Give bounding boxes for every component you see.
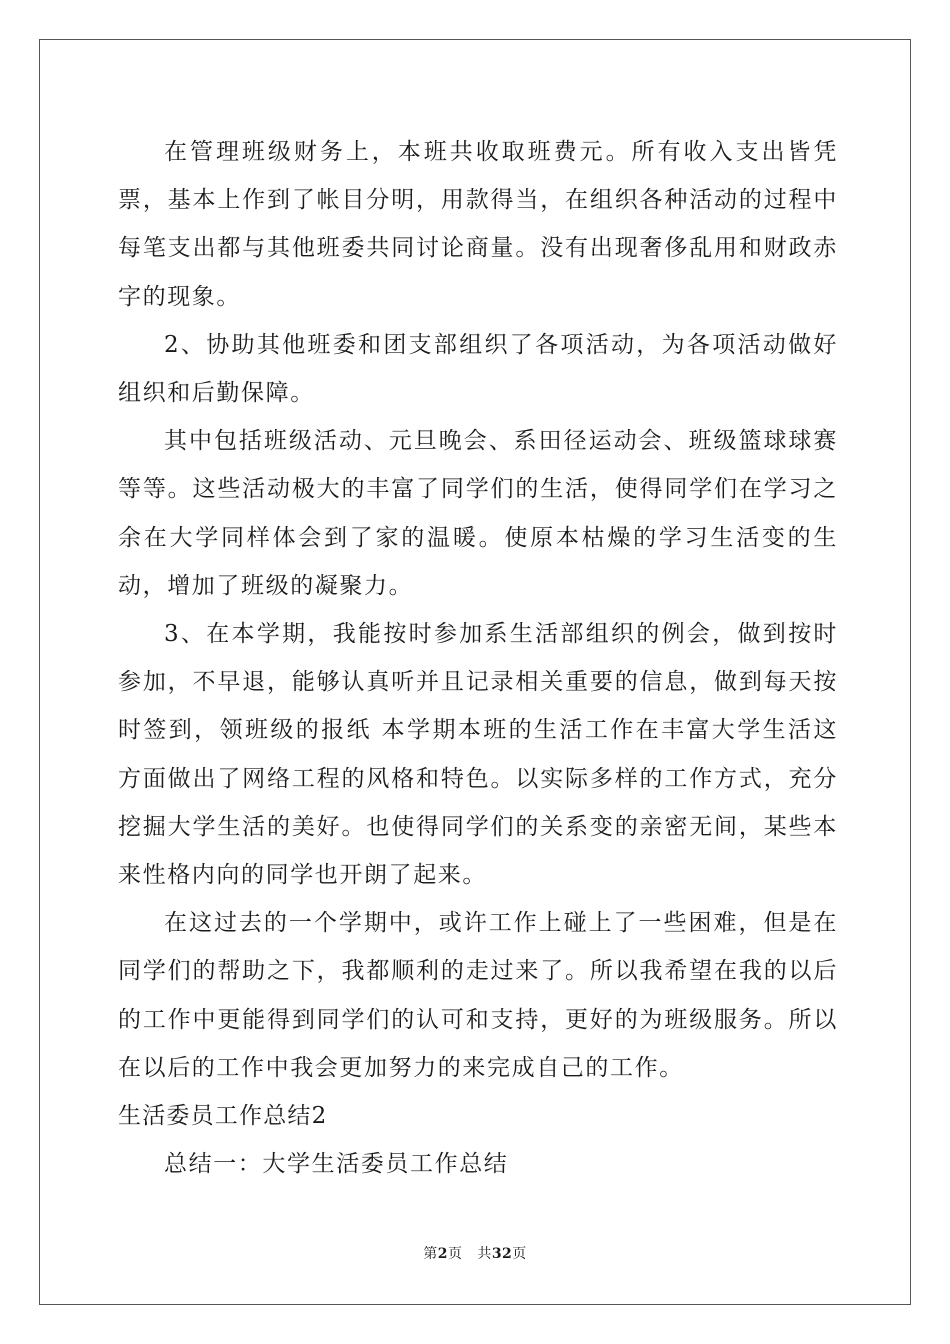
paragraph-activities: 其中包括班级活动、元旦晚会、系田径运动会、班级篮球球赛等等。这些活动极大的丰富了同学们的生活，使得同学们在学习之余在大学同样体会到了家的温暖。使原本枯燥的学习生活变的生动，增加了班级的凝聚力。 [118,428,838,599]
page-suffix: 页 [447,1246,463,1262]
total-prefix: 共 [477,1246,492,1262]
total-suffix: 页 [512,1246,527,1262]
section-heading: 生活委员工作总结2 [118,1103,328,1130]
paragraph-item-3: 3、在本学期，我能按时参加系生活部组织的例会，做到按时参加，不早退，能够认真听并且记录相关重要的信息，做到每天按时签到，领班级的报纸 本学期本班的生活工作在丰富大学生活这方面做出了网络工程的风格和特色。以实际多样的工作方式，充分挖掘大学生活的美好。也使得同学们的关系变的亲密无间，某些本来性格内向的同学也开朗了起来。 [118,621,838,889]
paragraph-subtitle: 总结一：大学生活委员工作总结 [164,1151,509,1178]
document-body [118,128,838,1188]
page-prefix: 第 [423,1246,438,1262]
paragraph-finance: 在管理班级财务上，本班共收取班费元。所有收入支出皆凭票，基本上作到了帐目分明，用款得当，在组织各种活动的过程中每笔支出都与其他班委共同讨论商量。没有出现奢侈乱用和财政赤字的现象。 [118,139,838,310]
paragraph-conclusion: 在这过去的一个学期中，或许工作上碰上了一些困难，但是在同学们的帮助之下，我都顺利的走过来了。所以我希望在我的以后的工作中更能得到同学们的认可和支持，更好的为班级服务。所以在以后的工作中我会更加努力的来完成自己的工作。 [118,910,838,1081]
page-number: 2 [437,1246,448,1262]
total-pages: 32 [491,1246,513,1262]
page-footer [0,1243,950,1263]
paragraph-item-2: 2、协助其他班委和团支部组织了各项活动，为各项活动做好组织和后勤保障。 [118,331,838,407]
